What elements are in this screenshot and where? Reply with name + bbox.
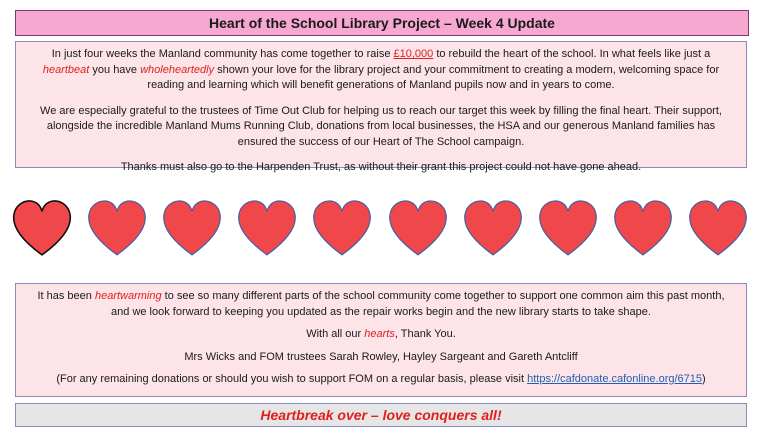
intro-p1-text-a: In just four weeks the Manland community has come together to raise: [51, 48, 394, 60]
amount-raised: £10,000: [393, 48, 434, 60]
donation-link[interactable]: https://cafdonate.cafonline.org/6715: [527, 373, 703, 385]
heartwarming-word: heartwarming: [94, 290, 162, 302]
intro-p1-text-b: to rebuild the heart of the school. In what feels like just a: [433, 48, 711, 60]
heart-icon: [386, 196, 450, 260]
signatories: Mrs Wicks and FOM trustees Sarah Rowley, Hayley Sargeant and Gareth Antcliff: [184, 350, 578, 363]
closing-p1-text-b: to see so many different parts of the school community come together to support one common aim this past month, and we look forward to keeping you updated as the repair works begin and the new library starts to take shape.: [111, 290, 725, 318]
closing-p4-text-b: ): [702, 373, 706, 385]
heart-icon: [611, 196, 675, 260]
intro-paragraph-3: Thanks must also go to the Harpenden Trust, as without their grant this project could not have gone ahead.: [120, 161, 642, 173]
intro-panel: [15, 41, 747, 173]
heart-icon: [85, 196, 149, 260]
heart-icon: [235, 196, 299, 260]
heart-icon: [310, 196, 374, 260]
closing-p2-text-b: , Thank You.: [394, 328, 456, 340]
heartbeat-word: heartbeat: [42, 63, 90, 76]
heart-icon: [536, 196, 600, 260]
page-title: [15, 10, 749, 36]
heart-icon: [686, 196, 750, 260]
closing-p4-text-a: (For any remaining donations or should you wish to support FOM on a regular basis, please visit: [56, 373, 528, 385]
hearts-row: [10, 193, 750, 263]
closing-paragraph-4: [30, 372, 732, 388]
closing-paragraph-2: [30, 327, 732, 343]
page-title-text: Heart of the School Library Project – Week 4 Update: [209, 15, 555, 31]
footer-tagline: Heartbreak over – love conquers all!: [260, 407, 502, 423]
intro-paragraph-1: [32, 47, 730, 94]
closing-panel: [15, 283, 747, 397]
heart-icon: [160, 196, 224, 260]
closing-p1-text-a: It has been: [37, 290, 95, 302]
hearts-word: hearts: [364, 328, 395, 340]
heart-icon: [461, 196, 525, 260]
intro-paragraph-2: We are especially grateful to the trustees of Time Out Club for helping us to reach our target this week by filling the final heart. Their support, alongside the incredible Manland Mums Running Club, donations from local businesses, the HSA and our generous Manland families has ensured the success of our Heart of The School campaign.: [40, 104, 722, 148]
heart-icon: [10, 196, 74, 260]
closing-p2-text-a: With all our: [306, 328, 365, 340]
wholeheartedly-word: wholeheartedly: [140, 63, 215, 76]
intro-p1-text-d: shown your love for the library project and your commitment to creating a modern, welcoming space for reading and learning which will benefit generations of Manland pupils now and in years to come.: [147, 63, 720, 91]
intro-p1-text-c: you have: [89, 63, 141, 76]
closing-paragraph-1: [30, 289, 732, 320]
footer-tagline-box: [15, 403, 747, 427]
